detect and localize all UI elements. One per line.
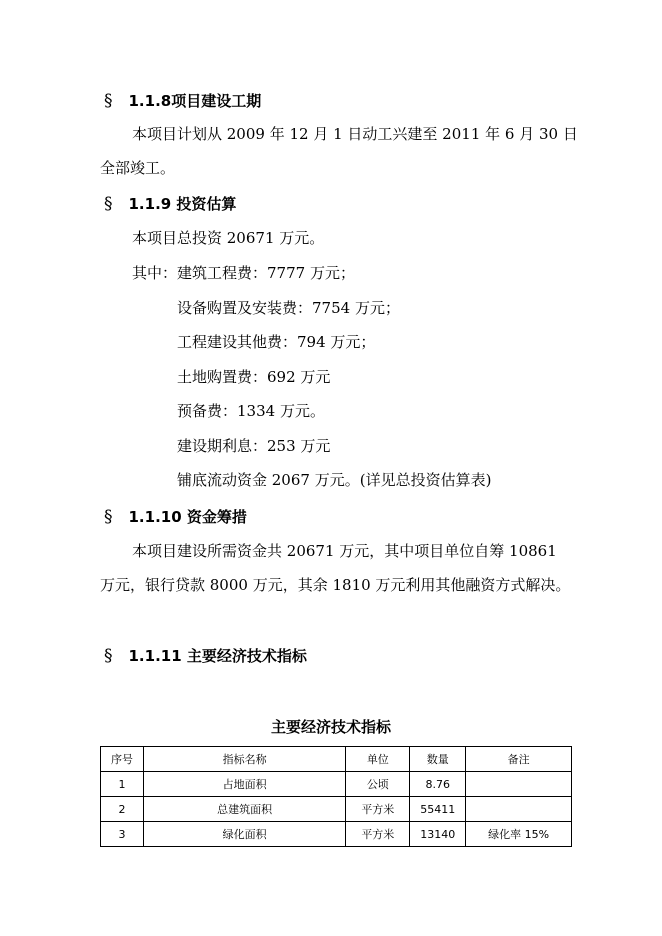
header-cell-unit: 单位 bbox=[346, 747, 410, 772]
section-symbol: § bbox=[104, 646, 113, 666]
cell-quantity: 8.76 bbox=[410, 772, 466, 797]
cell-quantity: 55411 bbox=[410, 797, 466, 822]
cell-remark: 绿化率 15% bbox=[466, 822, 572, 847]
section-heading-1-1-8 bbox=[104, 90, 261, 111]
investment-item-land: 土地购置费：692 万元 bbox=[177, 368, 331, 386]
header-cell-name: 指标名称 bbox=[143, 747, 345, 772]
table-header-row bbox=[101, 747, 572, 772]
investment-item-equipment: 设备购置及安装费：7754 万元； bbox=[177, 299, 400, 317]
cell-index: 3 bbox=[101, 822, 144, 847]
schedule-line-1: 本项目计划从 2009 年 12 月 1 日动工兴建至 2011 年 6 月 30 日 bbox=[132, 125, 578, 143]
funding-line-2: 万元，银行贷款 8000 万元，其余 1810 万元利用其他融资方式解决。 bbox=[100, 576, 571, 594]
indicators-table bbox=[100, 746, 572, 847]
header-cell-index: 序号 bbox=[101, 747, 144, 772]
section-heading-1-1-10 bbox=[104, 506, 247, 527]
cell-unit: 平方米 bbox=[346, 822, 410, 847]
table-row bbox=[101, 797, 572, 822]
section-title: 1.1.9 投资估算 bbox=[128, 195, 237, 213]
investment-total: 本项目总投资 20671 万元。 bbox=[132, 229, 325, 247]
cell-name: 总建筑面积 bbox=[143, 797, 345, 822]
investment-item-interest: 建设期利息：253 万元 bbox=[177, 437, 331, 455]
section-title: 1.1.11 主要经济技术指标 bbox=[128, 647, 307, 665]
funding-line-1: 本项目建设所需资金共 20671 万元，其中项目单位自筹 10861 bbox=[132, 542, 557, 560]
section-symbol: § bbox=[104, 507, 113, 527]
cell-index: 1 bbox=[101, 772, 144, 797]
investment-item-construction: 其中：建筑工程费：7777 万元； bbox=[132, 264, 355, 282]
investment-item-other: 工程建设其他费：794 万元； bbox=[177, 333, 376, 351]
section-symbol: § bbox=[104, 91, 113, 111]
cell-remark bbox=[466, 772, 572, 797]
cell-unit: 公顷 bbox=[346, 772, 410, 797]
table-title: 主要经济技术指标 bbox=[270, 718, 391, 736]
cell-quantity: 13140 bbox=[410, 822, 466, 847]
cell-unit: 平方米 bbox=[346, 797, 410, 822]
header-cell-quantity: 数量 bbox=[410, 747, 466, 772]
section-title: 1.1.10 资金筹措 bbox=[128, 508, 247, 526]
cell-remark bbox=[466, 797, 572, 822]
investment-item-working-capital: 铺底流动资金 2067 万元。(详见总投资估算表) bbox=[177, 471, 492, 489]
section-title: 1.1.8项目建设工期 bbox=[128, 92, 262, 110]
table-row bbox=[101, 772, 572, 797]
section-heading-1-1-11 bbox=[104, 645, 307, 666]
table-row bbox=[101, 822, 572, 847]
section-symbol: § bbox=[104, 194, 113, 214]
header-cell-remark: 备注 bbox=[466, 747, 572, 772]
investment-item-reserve: 预备费：1334 万元。 bbox=[177, 402, 325, 420]
cell-index: 2 bbox=[101, 797, 144, 822]
cell-name: 绿化面积 bbox=[143, 822, 345, 847]
section-heading-1-1-9 bbox=[104, 193, 236, 214]
schedule-line-2: 全部竣工。 bbox=[100, 159, 176, 177]
cell-name: 占地面积 bbox=[143, 772, 345, 797]
